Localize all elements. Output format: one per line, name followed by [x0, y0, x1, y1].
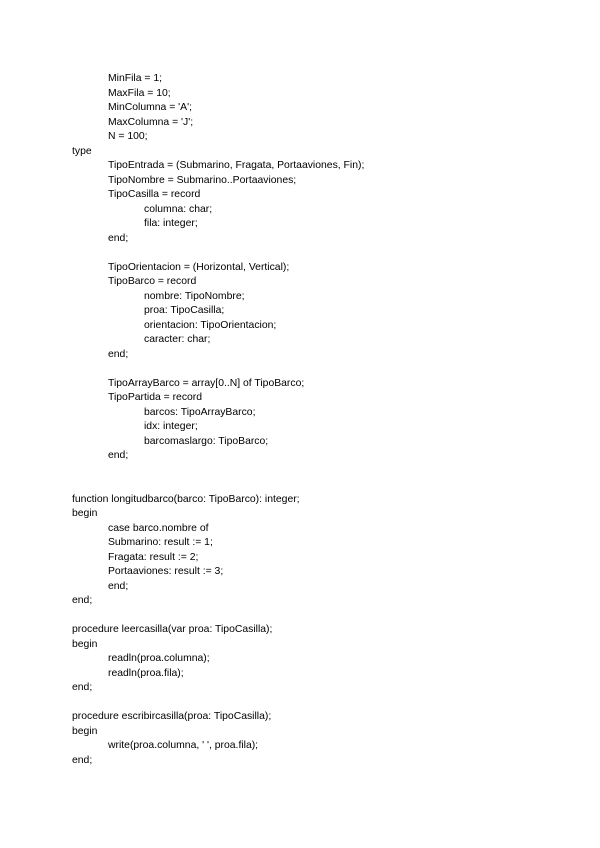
- code-line: orientacion: TipoOrientacion;: [144, 319, 277, 331]
- code-line: columna: char;: [144, 203, 213, 215]
- code-line: TipoEntrada = (Submarino, Fragata, Portaaviones, Fin);: [108, 160, 365, 171]
- blank-line: [72, 362, 592, 377]
- code-line: TipoNombre = Submarino..Portaaviones;: [108, 174, 297, 186]
- code-line: write(proa.columna, ' ', proa.fila);: [108, 740, 259, 751]
- code-line: end;: [72, 682, 93, 693]
- code-line: TipoCasilla = record: [108, 189, 201, 200]
- code-line: begin: [72, 638, 98, 650]
- code-line: barcomaslargo: TipoBarco;: [144, 435, 269, 447]
- blank-line: [72, 696, 592, 711]
- code-keyword-line: type: [72, 145, 92, 157]
- code-line: end;: [108, 450, 129, 461]
- code-line: N = 100;: [108, 131, 148, 142]
- code-line: end;: [72, 754, 93, 766]
- code-line: end;: [108, 232, 129, 244]
- code-line: procedure escribircasilla(proa: TipoCasilla);: [72, 711, 272, 722]
- code-line: readln(proa.fila);: [108, 667, 184, 679]
- code-line: begin: [72, 508, 98, 519]
- code-line: Fragata: result := 2;: [108, 551, 199, 563]
- code-line: fila: integer;: [144, 218, 198, 229]
- code-line: TipoPartida = record: [108, 392, 203, 403]
- blank-line: [72, 246, 592, 261]
- code-line: proa: TipoCasilla;: [144, 305, 225, 316]
- code-line: end;: [108, 348, 129, 360]
- code-line: case barco.nombre of: [108, 522, 209, 534]
- code-line: nombre: TipoNombre;: [144, 290, 245, 302]
- code-line: barcos: TipoArrayBarco;: [144, 406, 256, 418]
- code-line: MinColumna = 'A';: [108, 102, 192, 113]
- blank-line: [72, 609, 592, 624]
- code-line: Submarino: result := 1;: [108, 537, 213, 548]
- code-line: TipoBarco = record: [108, 276, 197, 287]
- code-line: TipoArrayBarco = array[0..N] of TipoBarco;: [108, 377, 305, 389]
- code-line: Portaaviones: result := 3;: [108, 566, 224, 577]
- code-line: end;: [108, 580, 129, 592]
- code-listing: [72, 72, 592, 768]
- code-line: caracter: char;: [144, 334, 211, 345]
- code-line: MaxColumna = 'J';: [108, 116, 194, 128]
- code-line: begin: [72, 725, 98, 737]
- code-line: idx: integer;: [144, 421, 198, 432]
- blank-line: [72, 464, 592, 493]
- code-line: MaxFila = 10;: [108, 87, 171, 99]
- code-line: end;: [72, 595, 93, 606]
- code-line: MinFila = 1;: [108, 73, 162, 84]
- code-line: TipoOrientacion = (Horizontal, Vertical);: [108, 261, 290, 273]
- code-line: readln(proa.columna);: [108, 653, 210, 664]
- code-line: procedure leercasilla(var proa: TipoCasilla);: [72, 624, 273, 635]
- code-line: function longitudbarco(barco: TipoBarco): integer;: [72, 493, 300, 505]
